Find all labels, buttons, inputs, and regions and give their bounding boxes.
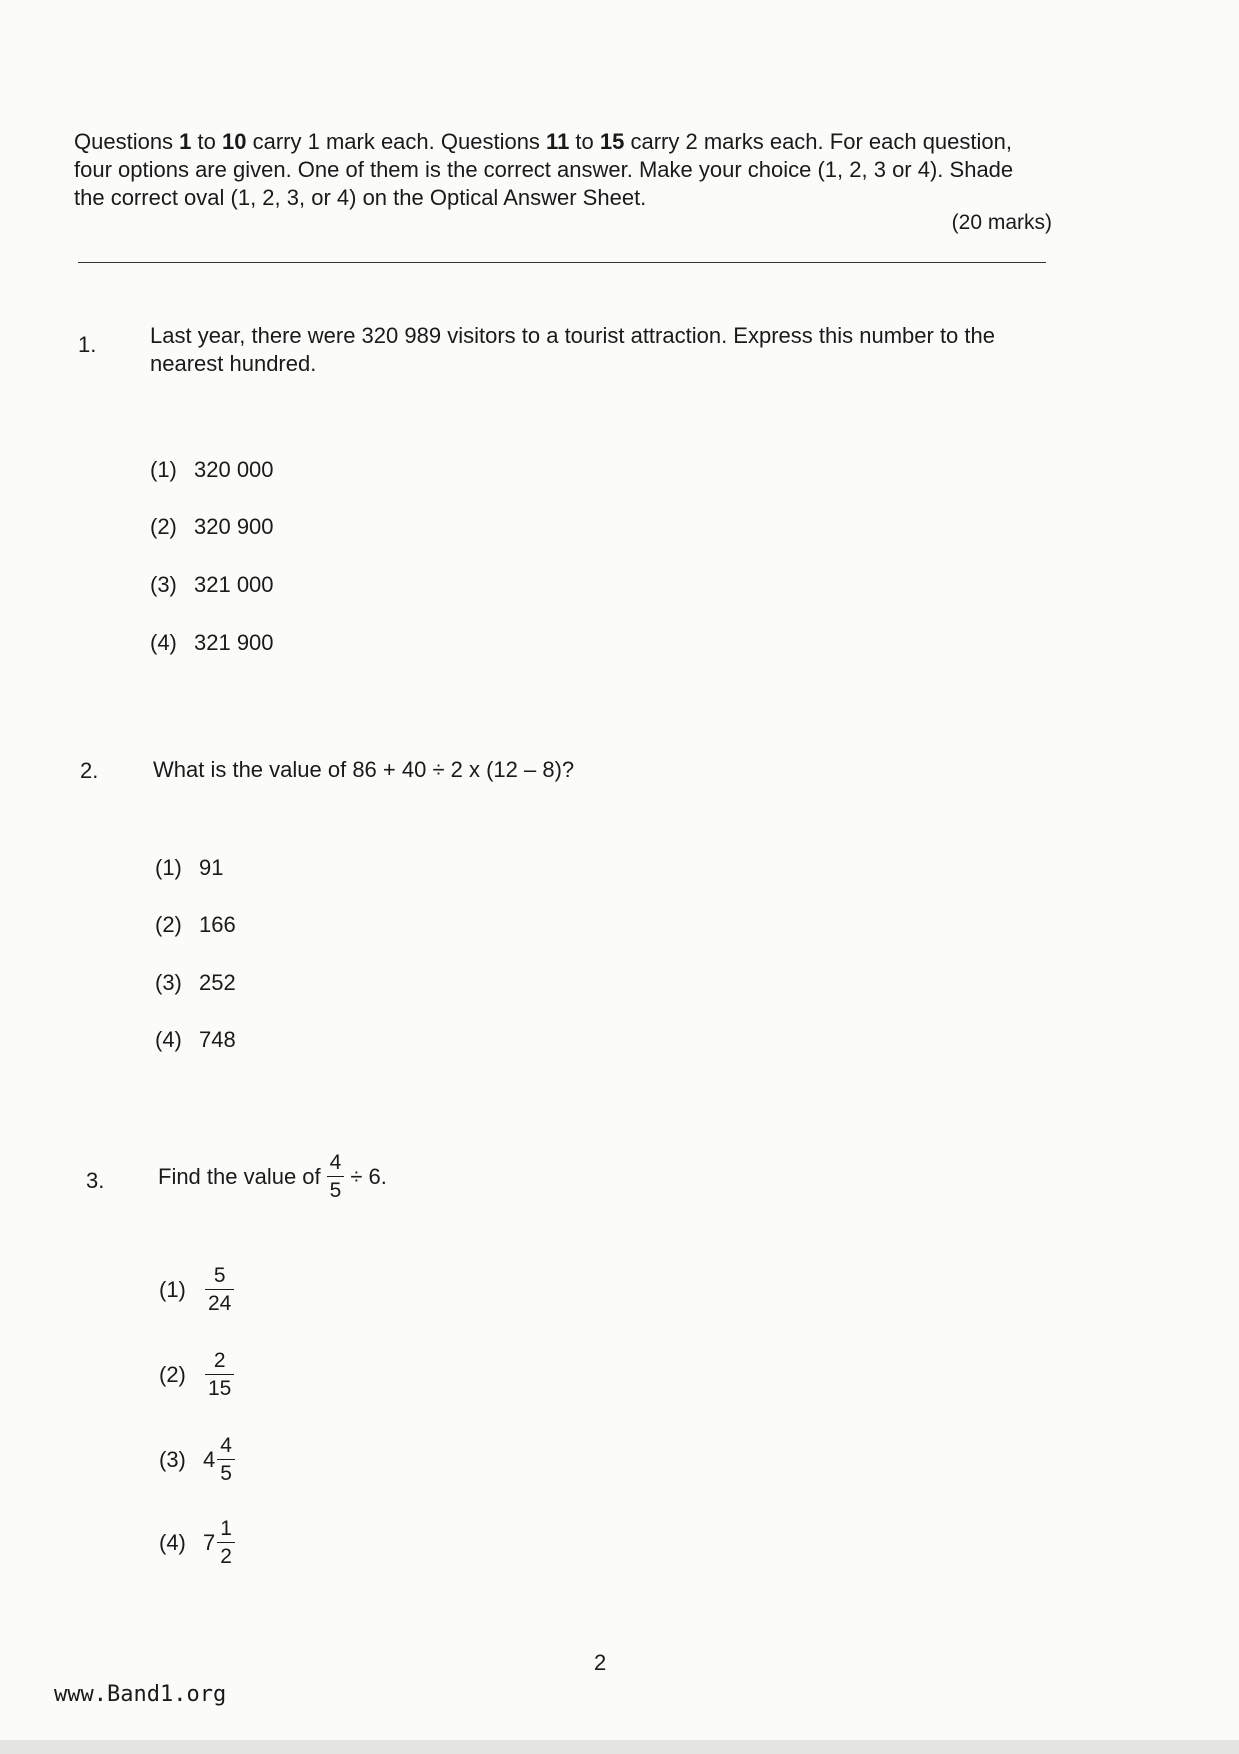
page-number: 2 [594,1650,607,1675]
option-label: (2) [150,514,177,539]
instructions [74,128,1039,212]
option-value: 252 [199,970,236,995]
question-number: 1. [78,332,97,357]
option [159,1265,234,1314]
total-marks: (20 marks) [951,211,1052,234]
option-label: (3) [159,1446,186,1472]
option-fraction [205,1265,234,1314]
fraction-denominator: 15 [208,1377,232,1400]
option-whole: 4 [203,1446,216,1472]
footer-url: www.Band1.org [54,1682,227,1707]
option-label: (1) [155,855,182,880]
option-value: 321 900 [194,630,274,655]
question-text [158,1152,387,1201]
option [150,457,274,483]
option-label: (1) [150,457,177,482]
option-label: (1) [159,1276,186,1302]
option-value: 748 [199,1027,236,1052]
fraction-numerator: 5 [213,1264,226,1287]
fraction-numerator: 4 [329,1151,342,1174]
option-value: 321 000 [194,572,274,597]
option-label: (4) [150,630,177,655]
option-value: 320 900 [194,514,274,539]
option [159,1435,235,1484]
option [155,912,236,938]
option [155,970,236,996]
question-number: 3. [86,1168,105,1193]
option-label: (4) [159,1529,186,1555]
question-text: What is the value of 86 + 40 ÷ 2 x (12 – 8)? [153,757,575,782]
fraction-denominator: 5 [220,1462,232,1485]
question-text-before: Find the value of [158,1163,321,1189]
question-text-after: ÷ 6. [350,1163,387,1189]
question-number: 2. [80,758,99,783]
fraction-denominator: 5 [329,1179,342,1202]
option [150,572,274,598]
option-value: 91 [199,855,224,880]
question-fraction [327,1152,345,1201]
option-label: (3) [150,572,177,597]
option-fraction [217,1435,235,1484]
option-whole: 7 [203,1529,216,1555]
option-label: (3) [155,970,182,995]
option-fraction [205,1350,234,1399]
option [155,855,223,881]
option [150,630,274,656]
option [159,1518,235,1567]
question-text: Last year, there were 320 989 visitors to a tourist attraction. Express this number to the nearest hundred. [150,323,995,376]
fraction-numerator: 4 [220,1434,232,1457]
option-fraction [217,1518,235,1567]
option [155,1027,236,1053]
fraction-denominator: 2 [220,1545,232,1568]
divider [78,262,1046,263]
option-value: 166 [199,912,236,937]
fraction-numerator: 1 [220,1517,232,1540]
option-label: (2) [155,912,182,937]
fraction-denominator: 24 [208,1292,232,1315]
scan-edge [0,1740,1239,1754]
instructions-text: Questions 1 to 10 carry 1 mark each. Questions 11 to 15 carry 2 marks each. For each question, four options are given. One of them is the correct answer. Make your choice (1, 2, 3 or 4). Shade the correct oval (1, 2, 3, or 4) on the Optical Answer Sheet. [74,129,1014,210]
fraction-numerator: 2 [213,1349,226,1372]
option-label: (2) [159,1361,186,1387]
option-label: (4) [155,1027,182,1052]
option [150,514,274,540]
option [159,1350,234,1399]
option-value: 320 000 [194,457,274,482]
